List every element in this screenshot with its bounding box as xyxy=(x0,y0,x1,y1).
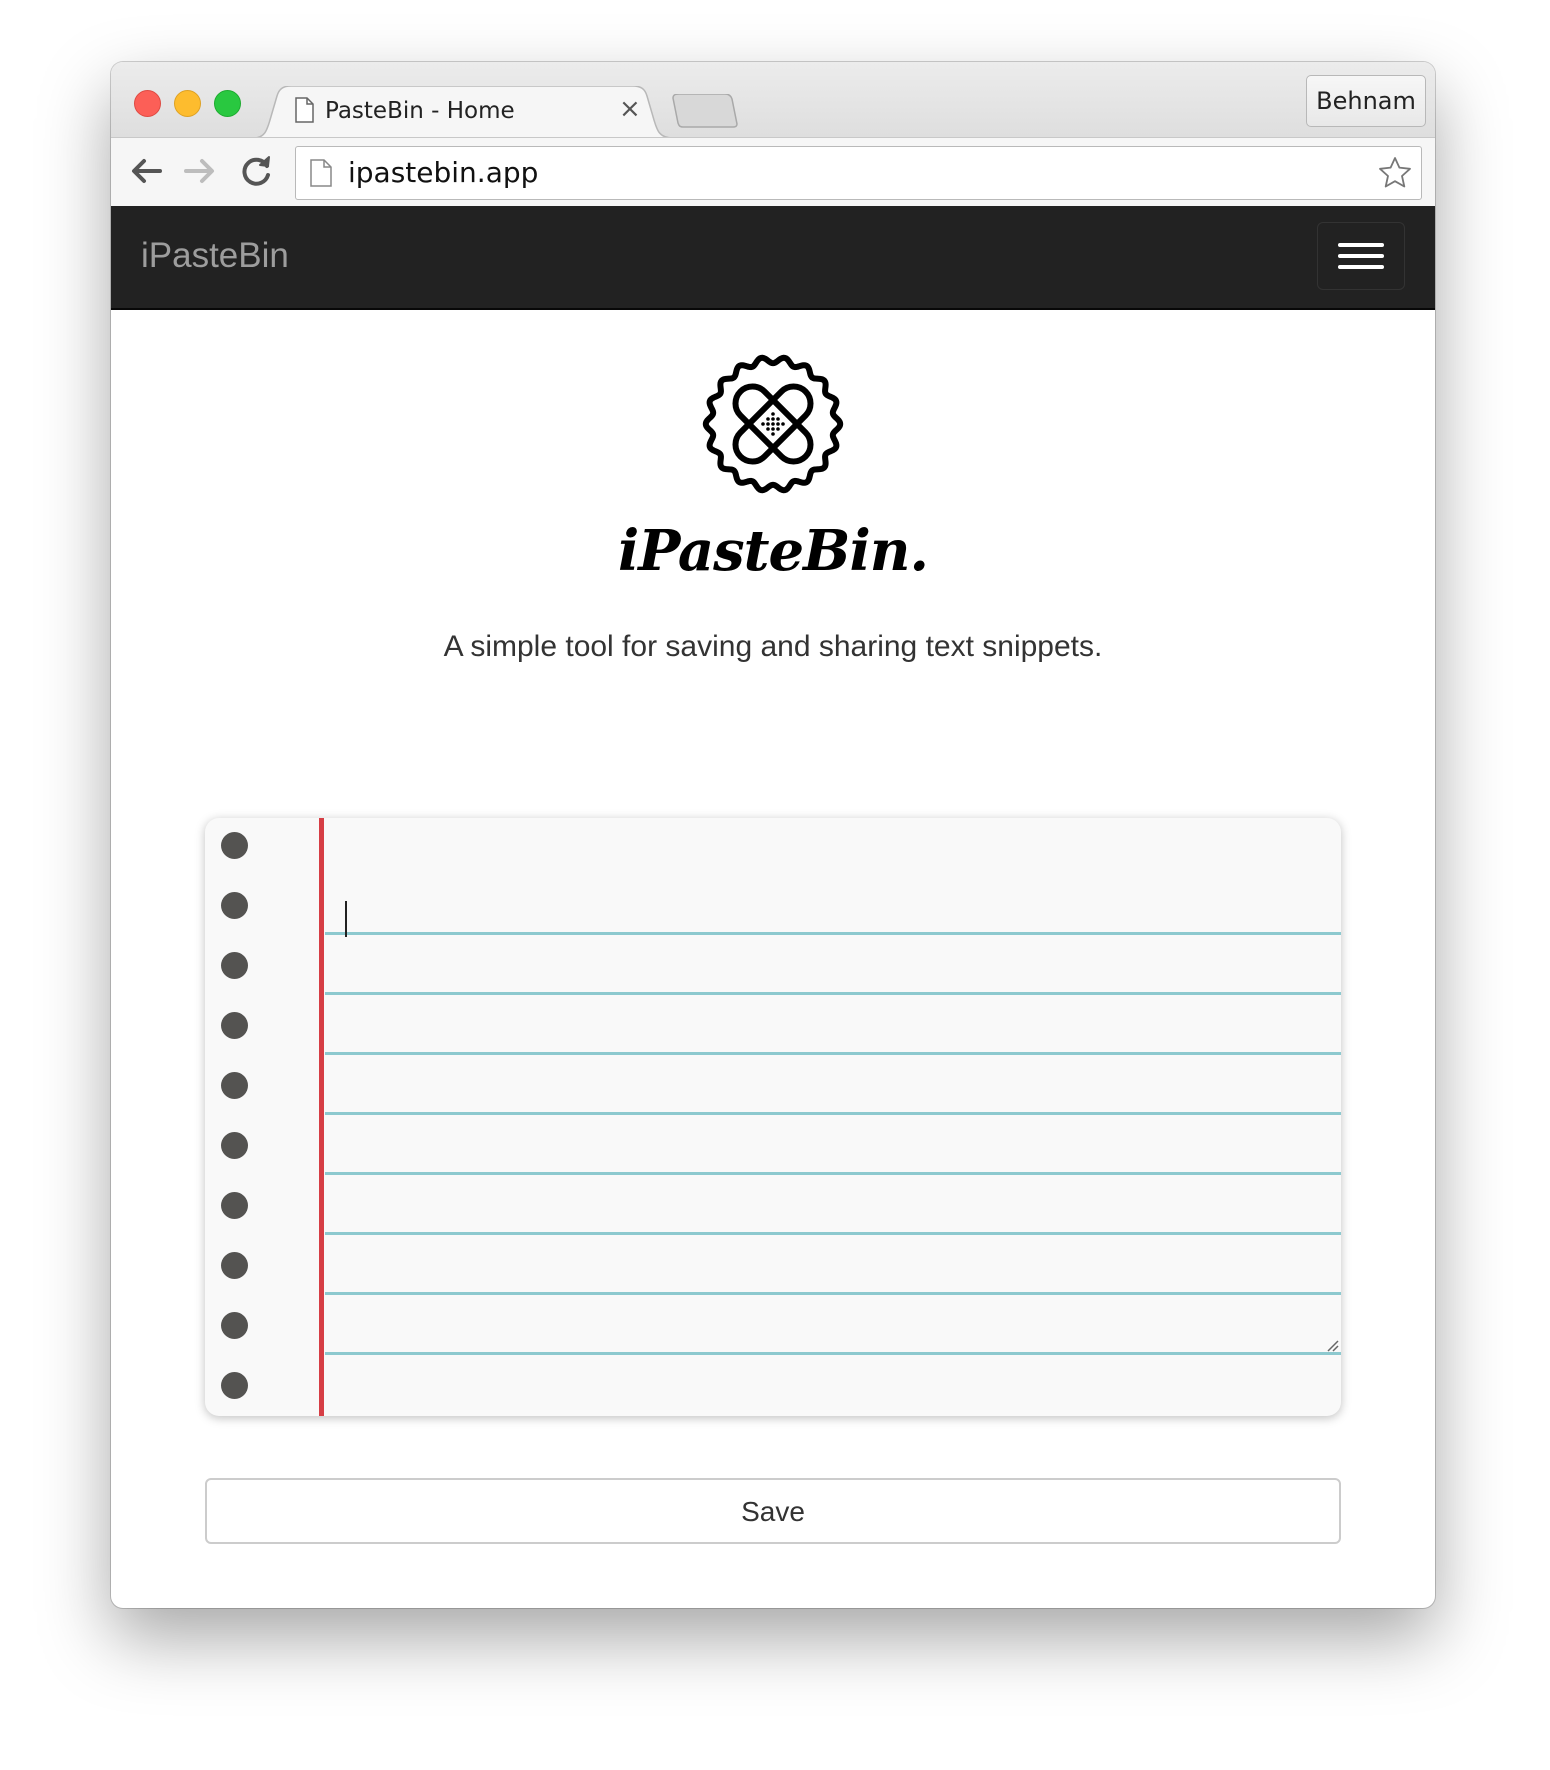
page-icon xyxy=(295,97,314,123)
resize-grip-icon[interactable] xyxy=(1325,1338,1339,1352)
text-caret xyxy=(345,901,347,937)
back-arrow-icon[interactable] xyxy=(127,152,165,190)
binder-hole xyxy=(221,952,248,979)
page-icon xyxy=(310,159,332,187)
save-button[interactable]: Save xyxy=(205,1478,1341,1544)
binder-hole xyxy=(221,1072,248,1099)
hamburger-bar xyxy=(1338,254,1384,258)
reload-icon[interactable] xyxy=(237,152,275,190)
address-bar[interactable] xyxy=(295,146,1422,200)
tagline: A simple tool for saving and sharing text snippets. xyxy=(443,630,1103,663)
binder-hole xyxy=(221,1312,248,1339)
binder-hole xyxy=(221,1372,248,1399)
paste-textarea[interactable] xyxy=(325,818,1341,1358)
binder-hole xyxy=(221,832,248,859)
star-icon[interactable] xyxy=(1377,155,1413,191)
binder-hole xyxy=(221,1132,248,1159)
maximize-window-button[interactable] xyxy=(214,90,241,117)
profile-button[interactable]: Behnam xyxy=(1306,75,1426,127)
bandage-badge-icon xyxy=(701,352,845,496)
tab-strip xyxy=(111,62,1435,137)
binder-hole xyxy=(221,1252,248,1279)
binder-hole xyxy=(221,892,248,919)
close-tab-icon[interactable]: × xyxy=(619,94,641,124)
browser-window xyxy=(111,62,1435,1608)
logo-wordmark: iPasteBin. xyxy=(617,518,928,584)
hamburger-bar xyxy=(1338,265,1384,269)
close-window-button[interactable] xyxy=(134,90,161,117)
binder-hole xyxy=(221,1192,248,1219)
navbar-brand[interactable]: iPasteBin xyxy=(141,236,289,275)
minimize-window-button[interactable] xyxy=(174,90,201,117)
tab-title: PasteBin - Home xyxy=(325,98,515,124)
forward-arrow-icon[interactable] xyxy=(181,152,219,190)
notepad-editor xyxy=(205,818,1341,1416)
hamburger-menu-icon[interactable] xyxy=(1317,222,1405,290)
margin-line xyxy=(319,818,324,1416)
site-navbar xyxy=(111,206,1435,310)
hamburger-bar xyxy=(1338,243,1384,247)
binder-holes xyxy=(205,818,320,1416)
new-tab-button[interactable] xyxy=(671,94,739,128)
url-text[interactable]: ipastebin.app xyxy=(348,156,539,189)
binder-hole xyxy=(221,1012,248,1039)
browser-toolbar xyxy=(111,137,1435,207)
